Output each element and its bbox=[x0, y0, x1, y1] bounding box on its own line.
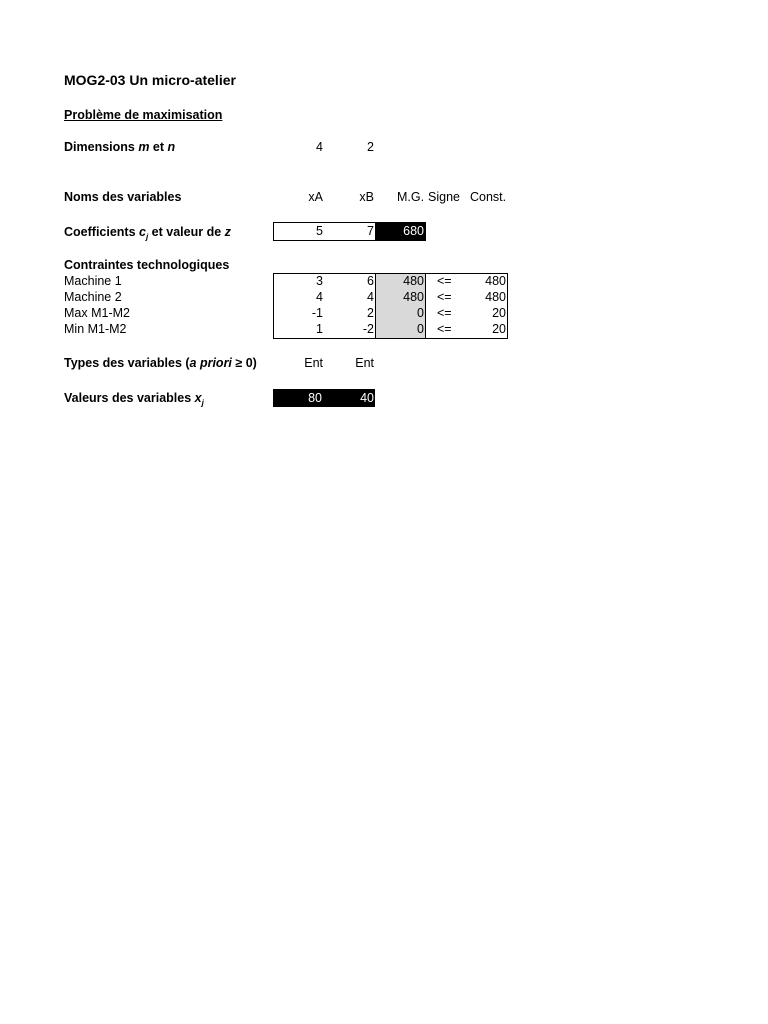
constraint-mg[interactable]: 0 bbox=[417, 306, 424, 320]
constraint-sign: <= bbox=[437, 322, 452, 336]
var-value-xA[interactable]: 80 bbox=[273, 389, 324, 407]
variable-names-label: Noms des variables bbox=[64, 190, 182, 204]
constraint-const[interactable]: 20 bbox=[492, 306, 506, 320]
coefficients-label-text: Coefficients bbox=[64, 225, 140, 239]
variable-values-label bbox=[64, 390, 204, 412]
constraint-sign: <= bbox=[437, 290, 452, 304]
constraint-name: Min M1-M2 bbox=[64, 322, 127, 336]
constraint-sign: <= bbox=[437, 306, 452, 320]
variable-types-label-suffix: ≥ 0) bbox=[231, 356, 257, 370]
coefficients-label-j: j bbox=[145, 232, 149, 242]
constraint-coef-xB[interactable]: 6 bbox=[367, 274, 374, 288]
constraint-const[interactable]: 480 bbox=[485, 274, 506, 288]
coefficients-label-and: et valeur de bbox=[148, 225, 225, 239]
constraint-coef-xA[interactable]: 1 bbox=[316, 322, 323, 336]
constraint-sign: <= bbox=[437, 274, 452, 288]
constraint-coef-xB[interactable]: -2 bbox=[362, 322, 374, 336]
constraint-coef-xA[interactable]: 4 bbox=[316, 290, 323, 304]
constraint-mg[interactable]: 480 bbox=[403, 290, 424, 304]
objective-z-cell[interactable]: 680 bbox=[375, 223, 425, 240]
constraint-name: Machine 1 bbox=[64, 274, 122, 288]
constraint-coef-xA[interactable]: -1 bbox=[311, 306, 323, 320]
var-type-xA[interactable]: Ent bbox=[304, 356, 323, 370]
coefficients-label-c: c bbox=[139, 225, 146, 239]
constraint-mg[interactable]: 480 bbox=[403, 274, 424, 288]
variable-values-label-j: j bbox=[201, 398, 204, 408]
dimensions-label-and: et bbox=[149, 140, 168, 154]
coefficients-label bbox=[64, 224, 231, 246]
coef-cell-xA[interactable]: 5 bbox=[316, 224, 323, 238]
constraint-const[interactable]: 20 bbox=[492, 322, 506, 336]
variable-types-label-text: Types des variables ( bbox=[64, 356, 190, 370]
mg-header: M.G. bbox=[397, 190, 425, 204]
const-header: Const. bbox=[470, 190, 507, 204]
problem-type-label: Problème de maximisation bbox=[64, 108, 223, 122]
coefficients-label-z: z bbox=[224, 225, 231, 239]
signe-header: Signe bbox=[428, 190, 460, 204]
constraints-label: Contraintes technologiques bbox=[64, 258, 230, 272]
variable-values-label-text: Valeurs des variables bbox=[64, 391, 195, 405]
constraint-coef-xB[interactable]: 4 bbox=[367, 290, 374, 304]
dimensions-label-n: n bbox=[167, 140, 176, 154]
dimensions-label-text: Dimensions bbox=[64, 140, 139, 154]
coef-cell-xB[interactable]: 7 bbox=[367, 224, 374, 238]
dimensions-label-m: m bbox=[138, 140, 150, 154]
constraint-name: Machine 2 bbox=[64, 290, 122, 304]
variable-types-label bbox=[64, 355, 257, 371]
constraint-coef-xB[interactable]: 2 bbox=[367, 306, 374, 320]
constraint-name: Max M1-M2 bbox=[64, 306, 130, 320]
var-name-xA[interactable]: xA bbox=[308, 190, 323, 204]
var-name-xB[interactable]: xB bbox=[359, 190, 374, 204]
variable-values-label-x: x bbox=[194, 391, 202, 405]
dimension-n-cell[interactable]: 2 bbox=[367, 140, 374, 154]
constraint-coef-xA[interactable]: 3 bbox=[316, 274, 323, 288]
dimensions-label bbox=[64, 139, 175, 155]
variable-types-label-apriori: a priori bbox=[189, 356, 232, 370]
page-title: MOG2-03 Un micro-atelier bbox=[64, 72, 236, 88]
var-type-xB[interactable]: Ent bbox=[355, 356, 374, 370]
constraint-const[interactable]: 480 bbox=[485, 290, 506, 304]
var-value-xB[interactable]: 40 bbox=[324, 389, 375, 407]
dimension-m-cell[interactable]: 4 bbox=[316, 140, 323, 154]
constraint-mg[interactable]: 0 bbox=[417, 322, 424, 336]
